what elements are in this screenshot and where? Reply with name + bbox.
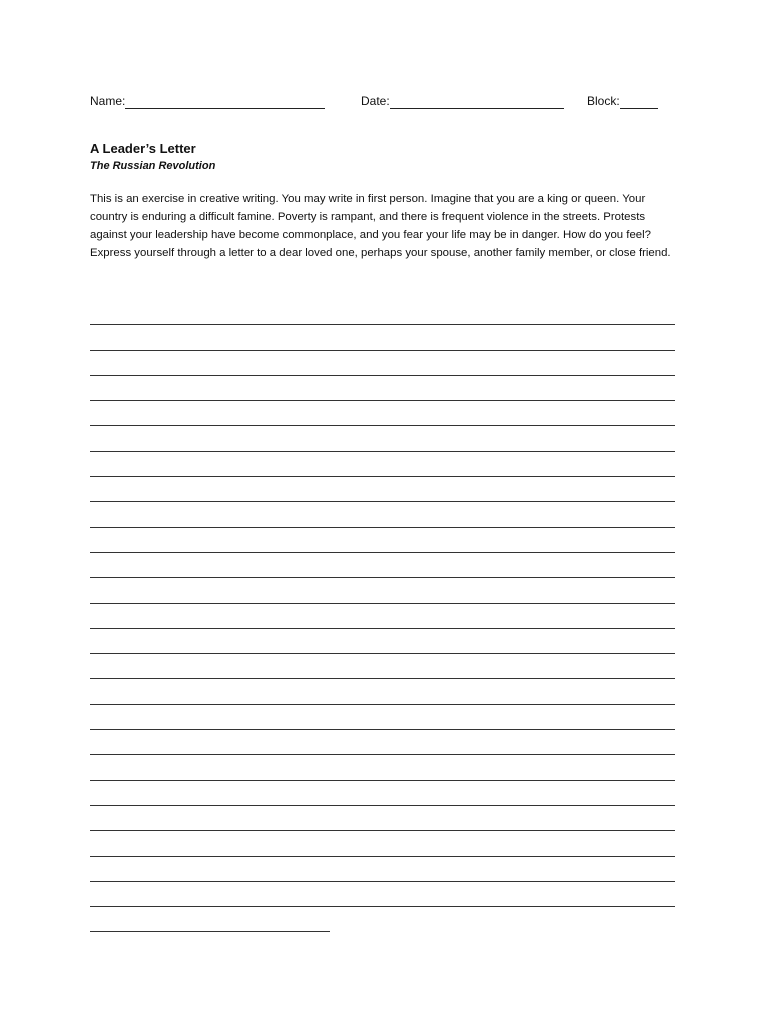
worksheet-subtitle: The Russian Revolution: [90, 160, 216, 172]
date-field[interactable]: [361, 93, 564, 109]
block-field[interactable]: [587, 93, 658, 109]
writing-line[interactable]: [90, 806, 675, 831]
name-label: Name:: [90, 94, 126, 108]
writing-line[interactable]: [90, 857, 675, 882]
block-blank[interactable]: [620, 96, 658, 109]
writing-line[interactable]: [90, 401, 675, 426]
writing-line[interactable]: [90, 351, 675, 376]
writing-line[interactable]: [90, 528, 675, 553]
writing-line[interactable]: [90, 325, 675, 350]
student-info-row: [90, 93, 680, 111]
writing-area[interactable]: [90, 300, 675, 932]
date-label: Date:: [361, 94, 390, 108]
writing-line[interactable]: [90, 654, 675, 679]
writing-line[interactable]: [90, 553, 675, 578]
writing-line[interactable]: [90, 629, 675, 654]
name-blank[interactable]: [125, 96, 325, 109]
worksheet-title: A Leader’s Letter: [90, 141, 196, 156]
writing-line[interactable]: [90, 781, 675, 806]
writing-line[interactable]: [90, 477, 675, 502]
writing-line[interactable]: [90, 502, 675, 527]
name-field[interactable]: [90, 93, 325, 109]
writing-line[interactable]: [90, 679, 675, 704]
writing-line-last[interactable]: [90, 907, 330, 932]
writing-line[interactable]: [90, 452, 675, 477]
writing-line[interactable]: [90, 831, 675, 856]
writing-line[interactable]: [90, 755, 675, 780]
writing-line[interactable]: [90, 730, 675, 755]
date-blank[interactable]: [390, 96, 564, 109]
writing-line[interactable]: [90, 705, 675, 730]
writing-line[interactable]: [90, 604, 675, 629]
writing-line[interactable]: [90, 300, 675, 325]
instructions-paragraph: This is an exercise in creative writing. You may write in first person. Imagine that you are a king or queen. Your country is enduring a difficult famine. Poverty is rampant, and there is frequent violence in the streets. Protests against your leadership have become commonplace, and you fear your life may be in danger. How do you feel? Express yourself through a letter to a dear loved one, perhaps your spouse, another family member, or close friend.: [90, 193, 671, 259]
writing-line[interactable]: [90, 882, 675, 907]
writing-line[interactable]: [90, 426, 675, 451]
writing-line[interactable]: [90, 578, 675, 603]
writing-line[interactable]: [90, 376, 675, 401]
block-label: Block:: [587, 94, 620, 108]
